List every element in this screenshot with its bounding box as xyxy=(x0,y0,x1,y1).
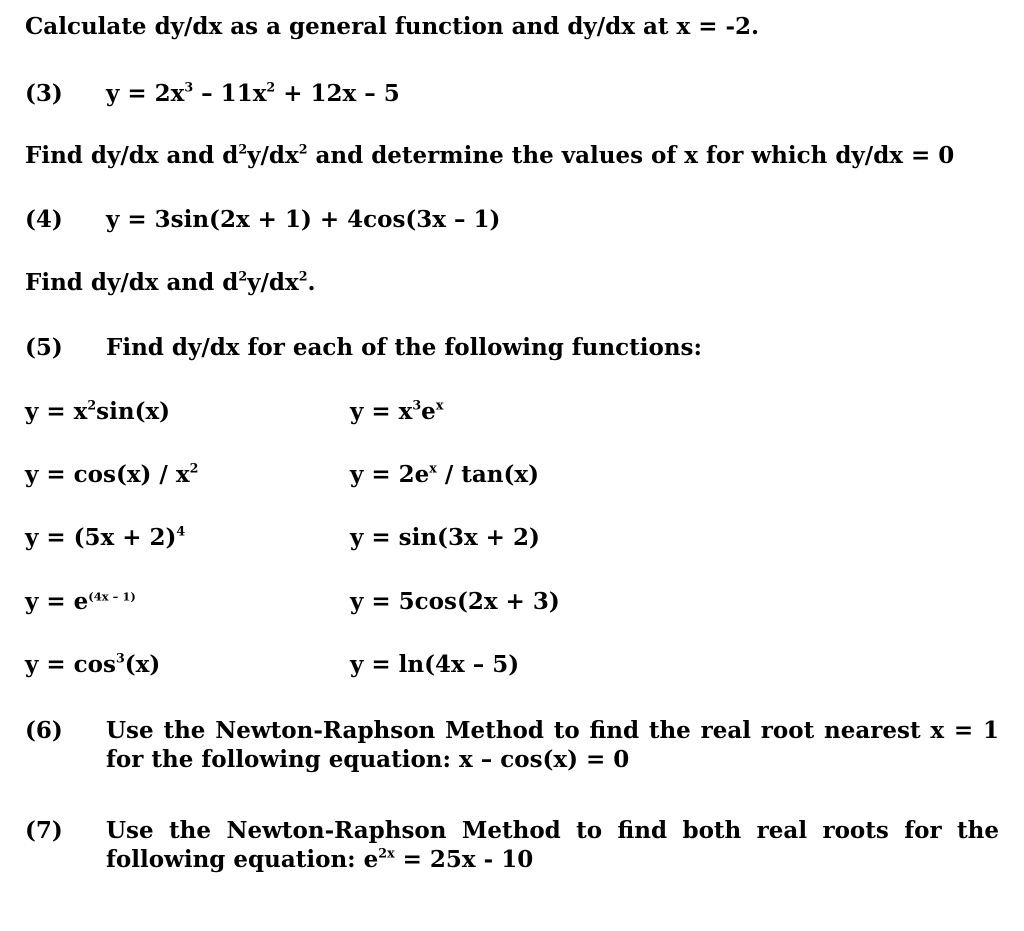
function-4a: $y = e^{(4x - 1)}$ xyxy=(25,588,136,615)
function-1a: $y = x^2\sin(x)$ xyxy=(25,397,171,425)
question-4-number: (4) xyxy=(25,206,63,233)
question-5-text: Find dy/dx for each of the following functions: xyxy=(106,334,702,361)
intro-instruction: Calculate dy/dx as a general function and dy/dx at x = -2. xyxy=(25,13,760,40)
question-3-equation: $y = 2x^3 - 11x^2 + 12x - 5$ xyxy=(106,79,400,107)
function-5b: y = ln(4x – 5) xyxy=(350,651,520,678)
question-7-number: (7) xyxy=(25,817,63,844)
function-1b: $y = x^3e^x$ xyxy=(350,397,444,425)
question-6-number: (6) xyxy=(25,717,63,744)
function-2a: $y = \cos(x) / x^2$ xyxy=(25,460,199,488)
question-4-equation: y = 3sin(2x + 1) + 4cos(3x – 1) xyxy=(106,206,501,233)
function-2b: $y = 2e^x / \tan(x)$ xyxy=(350,460,539,488)
question-6-text: Use the Newton-Raphson Method to find the real root nearest x = 1 for the following equation: x – cos(x) = 0 xyxy=(106,717,999,773)
function-5a: $y = \cos^3(x)$ xyxy=(25,650,161,678)
question-4-instruction: Find dy/dx and $d^2y/dx^2$. xyxy=(25,268,316,296)
question-3-number: (3) xyxy=(25,80,63,107)
question-3-instruction: Find dy/dx and $d^2y/dx^2$ and determine the values of x for which dy/dx = 0 xyxy=(25,141,955,169)
question-7-text: Use the Newton-Raphson Method to find both real roots for the following equation: $e^{2x} = 25x - 10$ xyxy=(106,817,999,873)
question-5-number: (5) xyxy=(25,334,63,361)
function-3a: $y = (5x + 2)^4$ xyxy=(25,523,186,551)
function-4b: y = 5cos(2x + 3) xyxy=(350,588,560,615)
function-3b: y = sin(3x + 2) xyxy=(350,524,540,551)
